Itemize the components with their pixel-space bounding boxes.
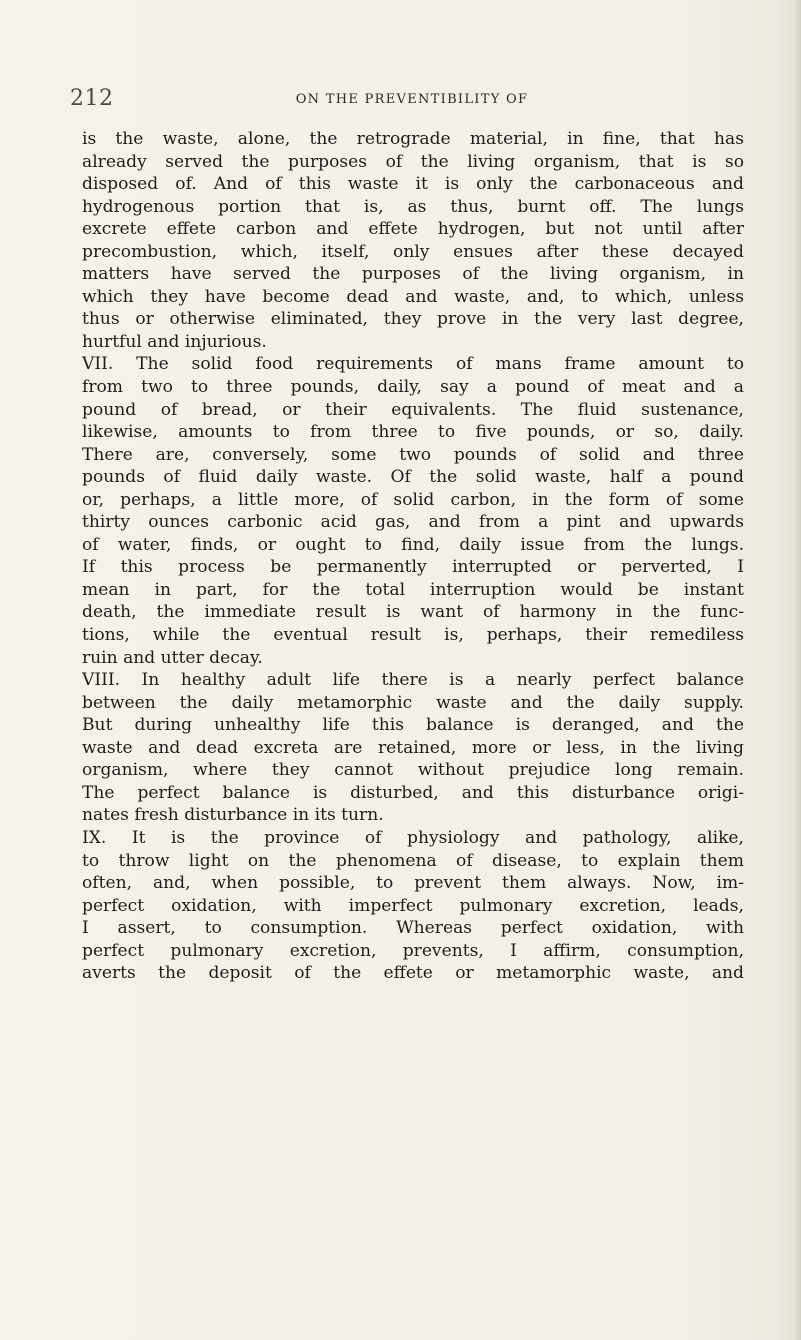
- text-line: There are, conversely, some two pounds of solid and three: [82, 444, 744, 465]
- running-head: [70, 86, 754, 114]
- text-line: of water, finds, or ought to find, daily issue from the lungs.: [82, 534, 744, 555]
- text-line: which they have become dead and waste, and, to which, unless: [82, 286, 744, 307]
- body-text: [82, 128, 744, 985]
- text-line: tions, while the eventual result is, perhaps, their remediless: [82, 625, 744, 646]
- text-line: to throw light on the phenomena of disease, to explain them: [82, 850, 744, 871]
- text-line: VII. The solid food requirements of mans frame amount to: [82, 354, 744, 375]
- text-line: IX. It is the province of physiology and pathology, alike,: [82, 827, 744, 848]
- text-line: VIII. In healthy adult life there is a nearly perfect balance: [82, 670, 744, 691]
- text-line: hurtful and injurious.: [82, 331, 267, 352]
- text-line: pound of bread, or their equivalents. The fluid sustenance,: [82, 399, 744, 420]
- text-line: thirty ounces carbonic acid gas, and from a pint and upwards: [82, 512, 744, 533]
- page-number: 212: [70, 86, 114, 111]
- text-line: between the daily metamorphic waste and the daily supply.: [82, 692, 744, 713]
- text-line: hydrogenous portion that is, as thus, burnt off. The lungs: [82, 196, 744, 217]
- text-line: is the waste, alone, the retrograde material, in fine, that has: [82, 129, 744, 149]
- text-line: already served the purposes of the living organism, that is so: [82, 151, 744, 172]
- text-line: precombustion, which, itself, only ensues after these decayed: [82, 241, 744, 262]
- text-line: death, the immediate result is want of harmony in the func-: [82, 602, 744, 623]
- text-line: waste and dead excreta are retained, more or less, in the living: [82, 737, 744, 758]
- text-line: disposed of. And of this waste it is only the carbonaceous and: [82, 174, 744, 195]
- text-line: perfect oxidation, with imperfect pulmonary excretion, leads,: [82, 895, 744, 916]
- text-line: The perfect balance is disturbed, and this disturbance origi-: [82, 782, 744, 803]
- text-line: from two to three pounds, daily, say a pound of meat and a: [82, 377, 744, 398]
- text-line: If this process be permanently interrupted or perverted, I: [82, 557, 744, 578]
- text-line: I assert, to consumption. Whereas perfect oxidation, with: [82, 918, 744, 939]
- text-line: excrete effete carbon and effete hydrogen, but not until after: [82, 219, 744, 240]
- text-line: pounds of fluid daily waste. Of the solid waste, half a pound: [82, 467, 744, 488]
- text-line: likewise, amounts to from three to five pounds, or so, daily.: [82, 422, 744, 443]
- running-title: ON THE PREVENTIBILITY OF: [295, 92, 529, 107]
- text-line: But during unhealthy life this balance is deranged, and the: [82, 715, 744, 736]
- text-line: or, perhaps, a little more, of solid carbon, in the form of some: [82, 489, 744, 510]
- text-line: thus or otherwise eliminated, they prove in the very last degree,: [82, 309, 744, 330]
- text-line: matters have served the purposes of the living organism, in: [82, 264, 744, 285]
- text-line: mean in part, for the total interruption would be instant: [82, 579, 744, 600]
- text-line: ruin and utter decay.: [82, 647, 263, 668]
- text-line: often, and, when possible, to prevent them always. Now, im-: [82, 873, 744, 894]
- text-line: averts the deposit of the effete or metamorphic waste, and: [82, 963, 744, 984]
- text-line: perfect pulmonary excretion, prevents, I affirm, consumption,: [82, 940, 744, 961]
- text-line: nates fresh disturbance in its turn.: [82, 805, 384, 826]
- text-line: organism, where they cannot without prejudice long remain.: [82, 760, 744, 781]
- page-edge-shadow: [793, 0, 801, 1340]
